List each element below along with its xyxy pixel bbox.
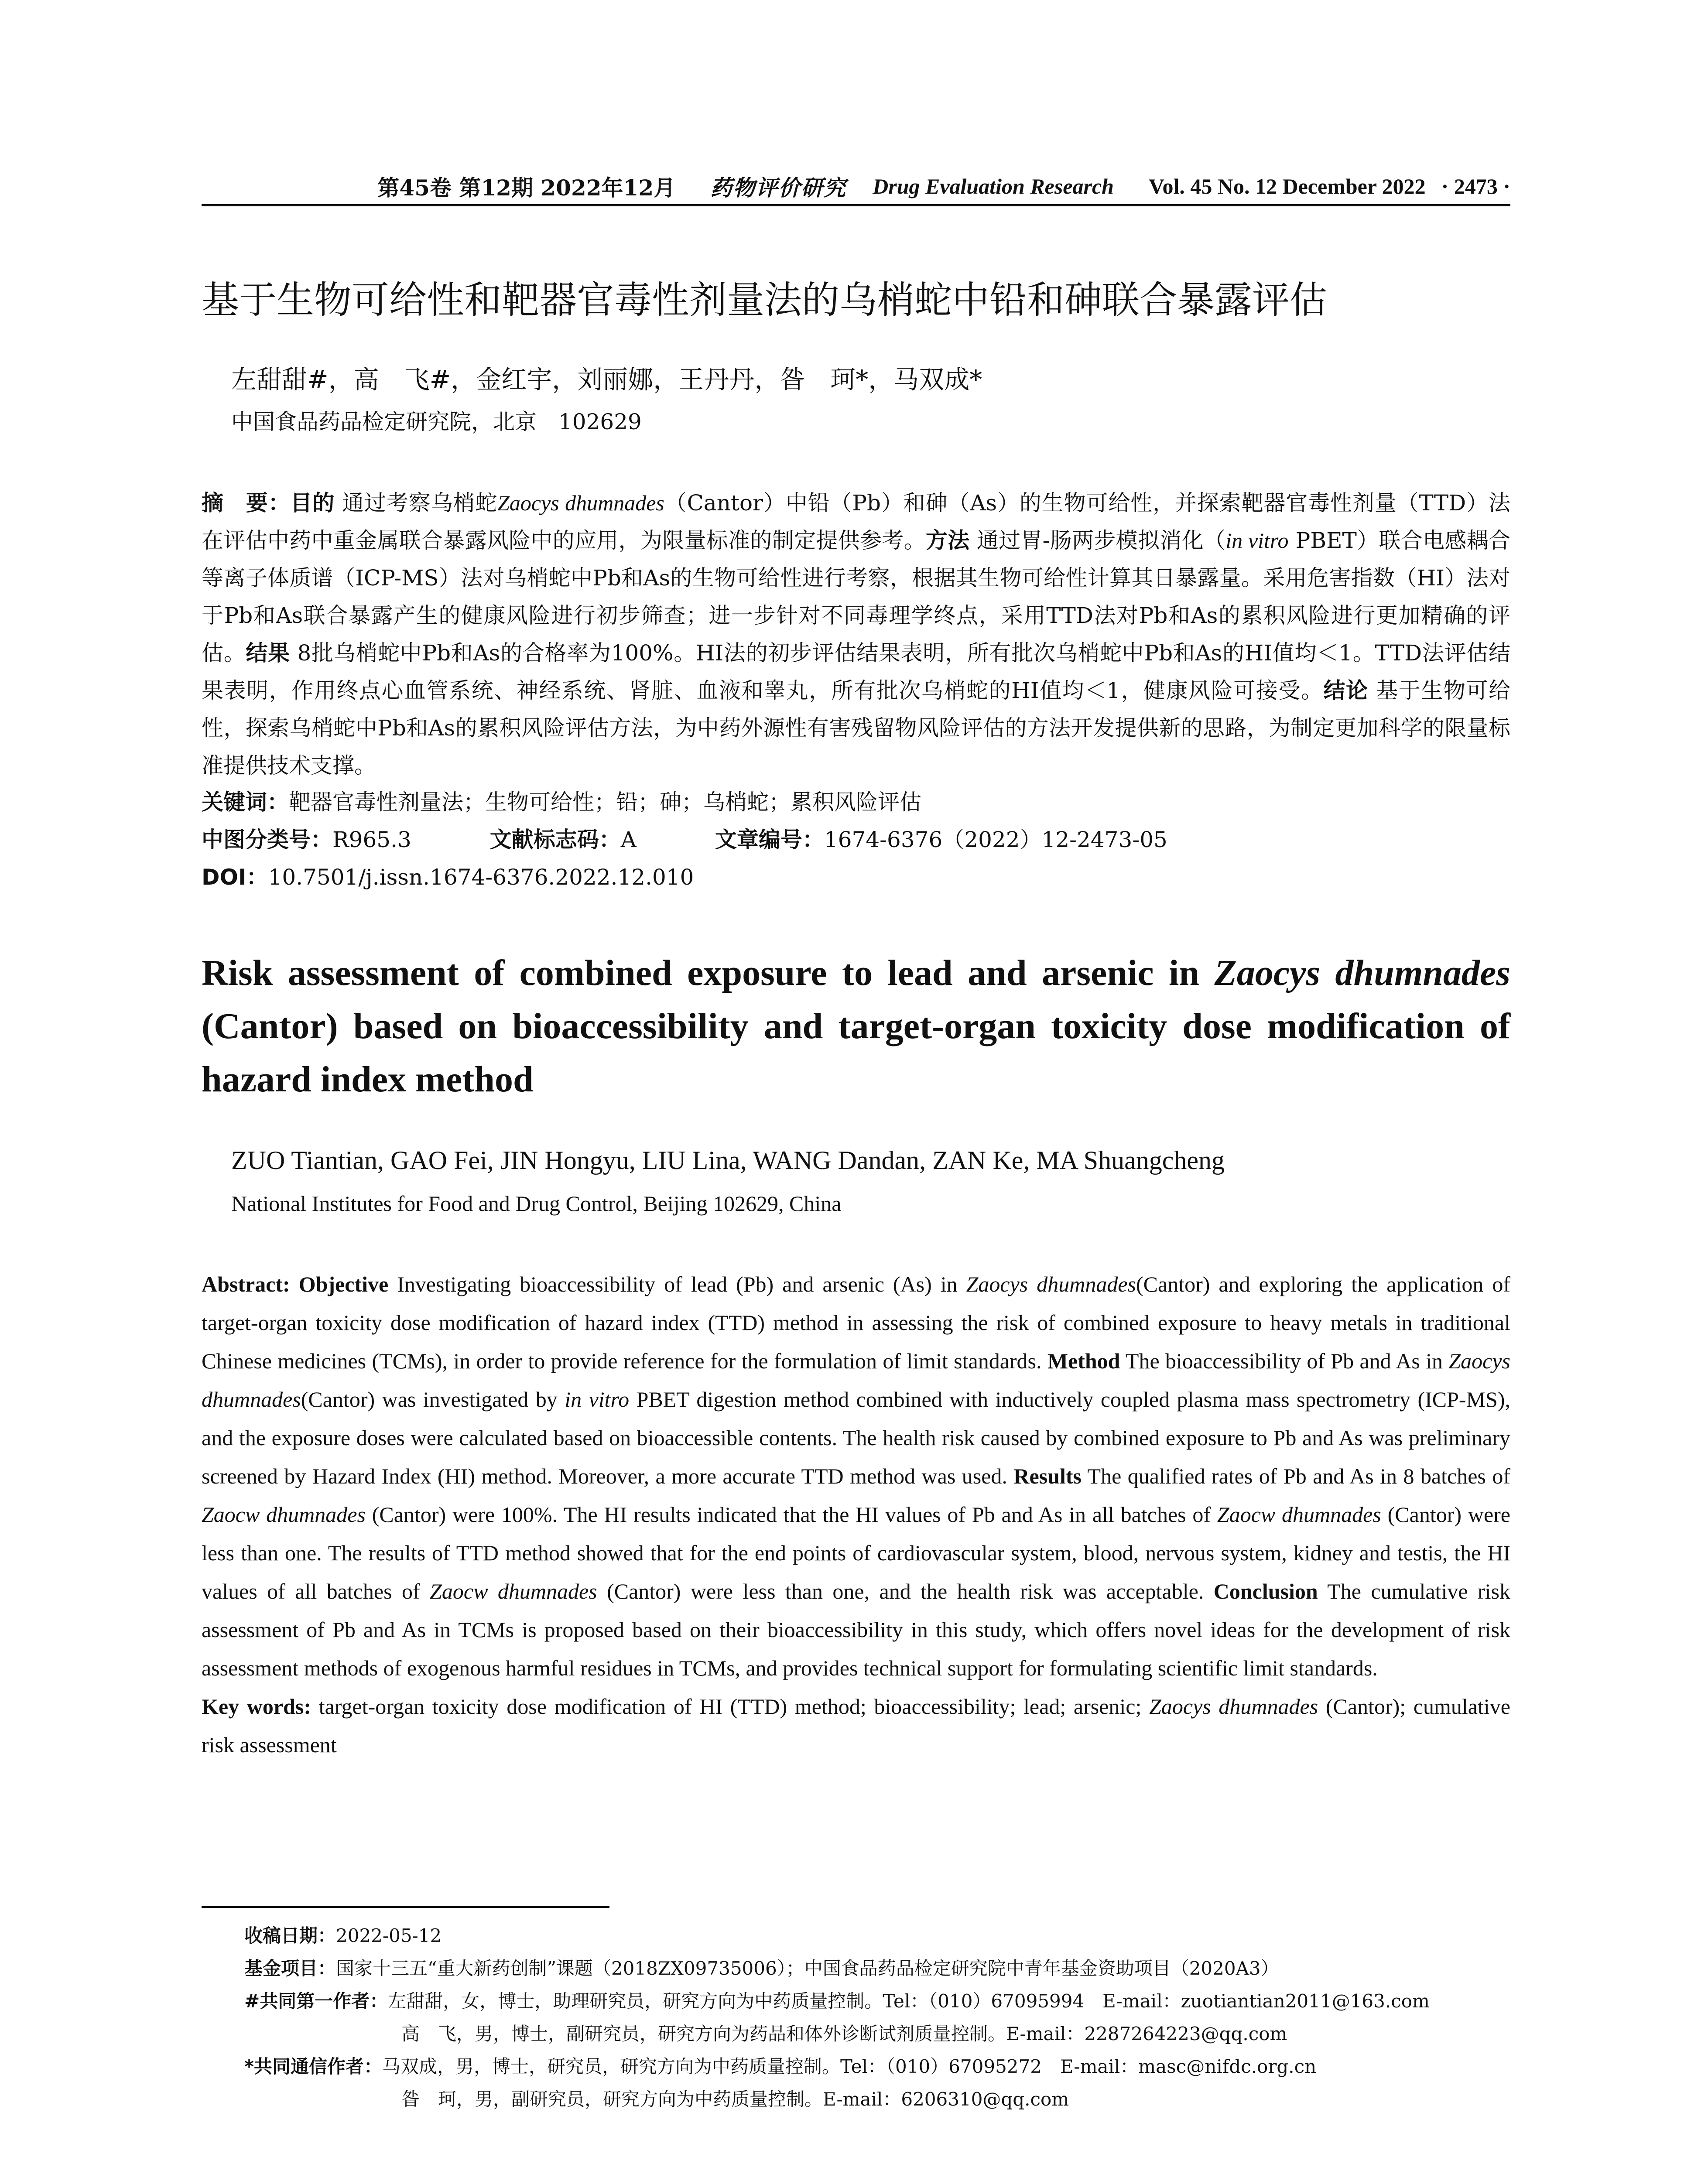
en-title-part-2: (Cantor) based on bioaccessibility and target-organ toxicity dose modification of hazard index method [202,1006,1510,1100]
cn-conclusion-text: 基于生物可给性，探索乌梢蛇中Pb和As的累积风险评估方法，为中药外源性有害残留物风险评估的方法开发提供新的思路，为制定更加科学的限量标准提供技术支撑。 [202,678,1511,778]
cn-title: 基于生物可给性和靶器官毒性剂量法的乌梢蛇中铅和砷联合暴露评估 [202,278,1327,322]
en-method-text-3: PBET digestion method combined with inductively coupled plasma mass spectrometry (ICP-MS), and the exposure doses were calculated based on bioaccessible contents. The health risk caused by combined exposure to Pb and As was preliminary screened by Hazard Index (HI) method. Moreover, a more accurate TTD method was used. [202,1387,1510,1488]
cn-clc: R965.3 [332,827,411,852]
cn-conclusion-label: 结论 [1323,678,1369,703]
cn-keywords-text: 靶器官毒性剂量法；生物可给性；铅；砷；乌梢蛇；累积风险评估 [289,790,921,815]
footnote-first-author [244,1985,1509,2017]
cn-keywords-label: 关键词： [202,790,289,815]
cn-article-no-label: 文章编号： [715,827,824,852]
footnote-received [244,1919,1509,1952]
running-header [202,171,1510,202]
cn-abstract [202,484,1510,784]
footnote-fund-label: 基金项目： [244,1958,336,1979]
cn-species: Zaocys dhumnades [497,491,664,515]
footnotes [244,1919,1509,2116]
en-keywords-text: target-organ toxicity dose modification of HI (TTD) method; bioaccessibility; lead; arsenic; [311,1694,1150,1719]
header-page-number: · 2473 · [1441,174,1510,198]
footnote-first-author-2: 高 飞，男，博士，副研究员，研究方向为药品和体外诊断试剂质量控制。E-mail：2287264223@qq.com [401,2023,1287,2044]
en-method-text: The bioaccessibility of Pb and As in [1120,1349,1449,1373]
cn-in-vitro: in vitro [1225,528,1289,553]
header-journal-en: Drug Evaluation Research [873,174,1114,198]
en-results-text-3: (Cantor) were less than one. The results of TTD method showed that for the end points of cardiovascular system, blood, nervous system, kidney and testis, the HI values of all batches of [202,1502,1510,1603]
cn-affiliation: 中国食品药品检定研究院，北京 102629 [231,409,642,434]
cn-abstract-label: 摘 要： [202,490,291,516]
cn-objective-text-2: （Cantor）中铅（Pb）和砷（As）的生物可给性，并探索靶器官毒性剂量（TTD）法在评估中药中重金属联合暴露风险中的应用，为限量标准的制定提供参考。 [202,490,1510,553]
en-results-species-3: Zaocw dhumnades [430,1579,597,1603]
en-conclusion-label: Conclusion [1213,1579,1318,1603]
footnote-corr-author-2: 昝 珂，男，副研究员，研究方向为中药质量控制。E-mail：6206310@qq.com [401,2089,1069,2110]
footnote-received-label: 收稿日期： [244,1925,336,1946]
en-species: Zaocys dhumnades [966,1272,1136,1296]
cn-method-text: 通过胃-肠两步模拟消化（ [976,528,1226,553]
en-results-label: Results [1013,1464,1082,1488]
en-method-species: Zaocys dhumnades [202,1349,1510,1412]
en-affiliation: National Institutes for Food and Drug Control, Beijing 102629, China [231,1191,842,1216]
cn-doi-label: DOI： [202,865,268,890]
cn-keywords [202,783,1510,821]
en-in-vitro: in vitro [565,1387,630,1412]
cn-results-label: 结果 [246,640,290,666]
en-results-species-2: Zaocw dhumnades [1217,1502,1381,1527]
en-keywords-text-2: (Cantor); cumulative risk assessment [202,1694,1510,1757]
footnote-corr-author-1: 马双成，男，博士，研究员，研究方向为中药质量控制。Tel：（010）67095272 E-mail：masc@nifdc.org.cn [382,2056,1317,2077]
en-objective-text: Investigating bioaccessibility of lead (Pb) and arsenic (As) in [388,1272,966,1296]
en-objective-label: Objective [298,1272,389,1296]
footnote-first-author-label: #共同第一作者： [244,1990,388,2012]
en-method-text-2: (Cantor) was investigated by [301,1387,565,1412]
en-title [202,947,1510,1106]
en-method-label: Method [1047,1349,1120,1373]
footnote-corr-author [244,2050,1509,2083]
footnote-rule [202,1906,609,1908]
en-keywords-label: Key words: [202,1694,311,1719]
cn-objective-label: 目的 [290,490,335,516]
cn-classification [202,821,1510,858]
header-rule [202,204,1510,206]
en-abstract-label: Abstract: [202,1272,290,1296]
footnote-fund [244,1952,1509,1985]
footnote-first-author-2-row [244,2017,1509,2050]
en-conclusion-text: The cumulative risk assessment of Pb and As in TCMs is proposed based on their bioaccessibility in this study, which offers novel ideas for the development of risk assessment methods of exogenous harmful residues in TCMs, and provides technical support for formulating scientific limit standards. [202,1579,1511,1680]
cn-doi [202,858,1510,896]
cn-doc-code: A [620,827,637,852]
cn-clc-label: 中图分类号： [202,827,332,852]
footnote-fund-text: 国家十三五“重大新药创制”课题（2018ZX09735006）；中国食品药品检定研究院中青年基金资助项目（2020A3） [336,1958,1279,1979]
en-authors: ZUO Tiantian, GAO Fei, JIN Hongyu, LIU Lina, WANG Dandan, ZAN Ke, MA Shuangcheng [231,1146,1225,1175]
footnote-corr-author-2-row [244,2083,1509,2116]
en-results-species-1: Zaocw dhumnades [202,1502,366,1527]
footnote-received-date: 2022-05-12 [336,1925,442,1946]
en-title-species: Zaocys dhumnades [1214,953,1510,993]
en-abstract [202,1265,1510,1764]
cn-doi-value[interactable]: 10.7501/j.issn.1674-6376.2022.12.010 [268,865,694,890]
cn-doc-code-label: 文献标志码： [489,827,621,852]
header-volume: Vol. 45 No. 12 December 2022 [1148,174,1426,198]
cn-objective-text: 通过考察乌梢蛇 [342,490,498,516]
en-results-text-2: (Cantor) were 100%. The HI results indicated that the HI values of Pb and As in all batches of [365,1502,1217,1527]
en-objective-text-2: (Cantor) and exploring the application of target-organ toxicity dose modification of hazard index (TTD) method in assessing the risk of combined exposure to heavy metals in traditional Chinese medicines (TCMs), in order to provide reference for the formulation of limit standards. [202,1272,1510,1373]
en-results-text-4: (Cantor) were less than one, and the health risk was acceptable. [597,1579,1214,1603]
cn-authors: 左甜甜#，高 飞#，金红宇，刘丽娜，王丹丹，昝 珂*，马双成* [231,365,982,394]
cn-results-text: 8批乌梢蛇中Pb和As的合格率为100%。HI法的初步评估结果表明，所有批次乌梢蛇中Pb和As的HI值均＜1。TTD法评估结果表明，作用终点心血管系统、神经系统、肾脏、血液和睾丸，所有批次乌梢蛇的HI值均＜1，健康风险可接受。 [202,640,1510,703]
footnote-corr-author-label: *共同通信作者： [244,2056,382,2077]
cn-article-no: 1674-6376（2022）12-2473-05 [824,827,1167,852]
cn-method-text-2: PBET）联合电感耦合等离子体质谱（ICP-MS）法对乌梢蛇中Pb和As的生物可给性进行考察，根据其生物可给性计算其日暴露量。采用危害指数（HI）法对于Pb和As联合暴露产生的健康风险进行初步筛查；进一步针对不同毒理学终点，采用TTD法对Pb和As的累积风险进行更加精确的评估。 [202,528,1511,666]
en-title-part-1: Risk assessment of combined exposure to lead and arsenic in [202,953,1215,993]
cn-method-label: 方法 [925,528,970,553]
header-issue-cn: 第45卷 第12期 2022年12月 [377,175,676,201]
en-keywords-species: Zaocys dhumnades [1149,1694,1318,1719]
footnote-first-author-1: 左甜甜，女，博士，助理研究员，研究方向为中药质量控制。Tel：（010）67095994 E-mail：zuotiantian2011@163.com [388,1990,1430,2012]
journal-logo: 药物评价研究 [710,175,847,201]
en-results-text: The qualified rates of Pb and As in 8 batches of [1081,1464,1510,1488]
